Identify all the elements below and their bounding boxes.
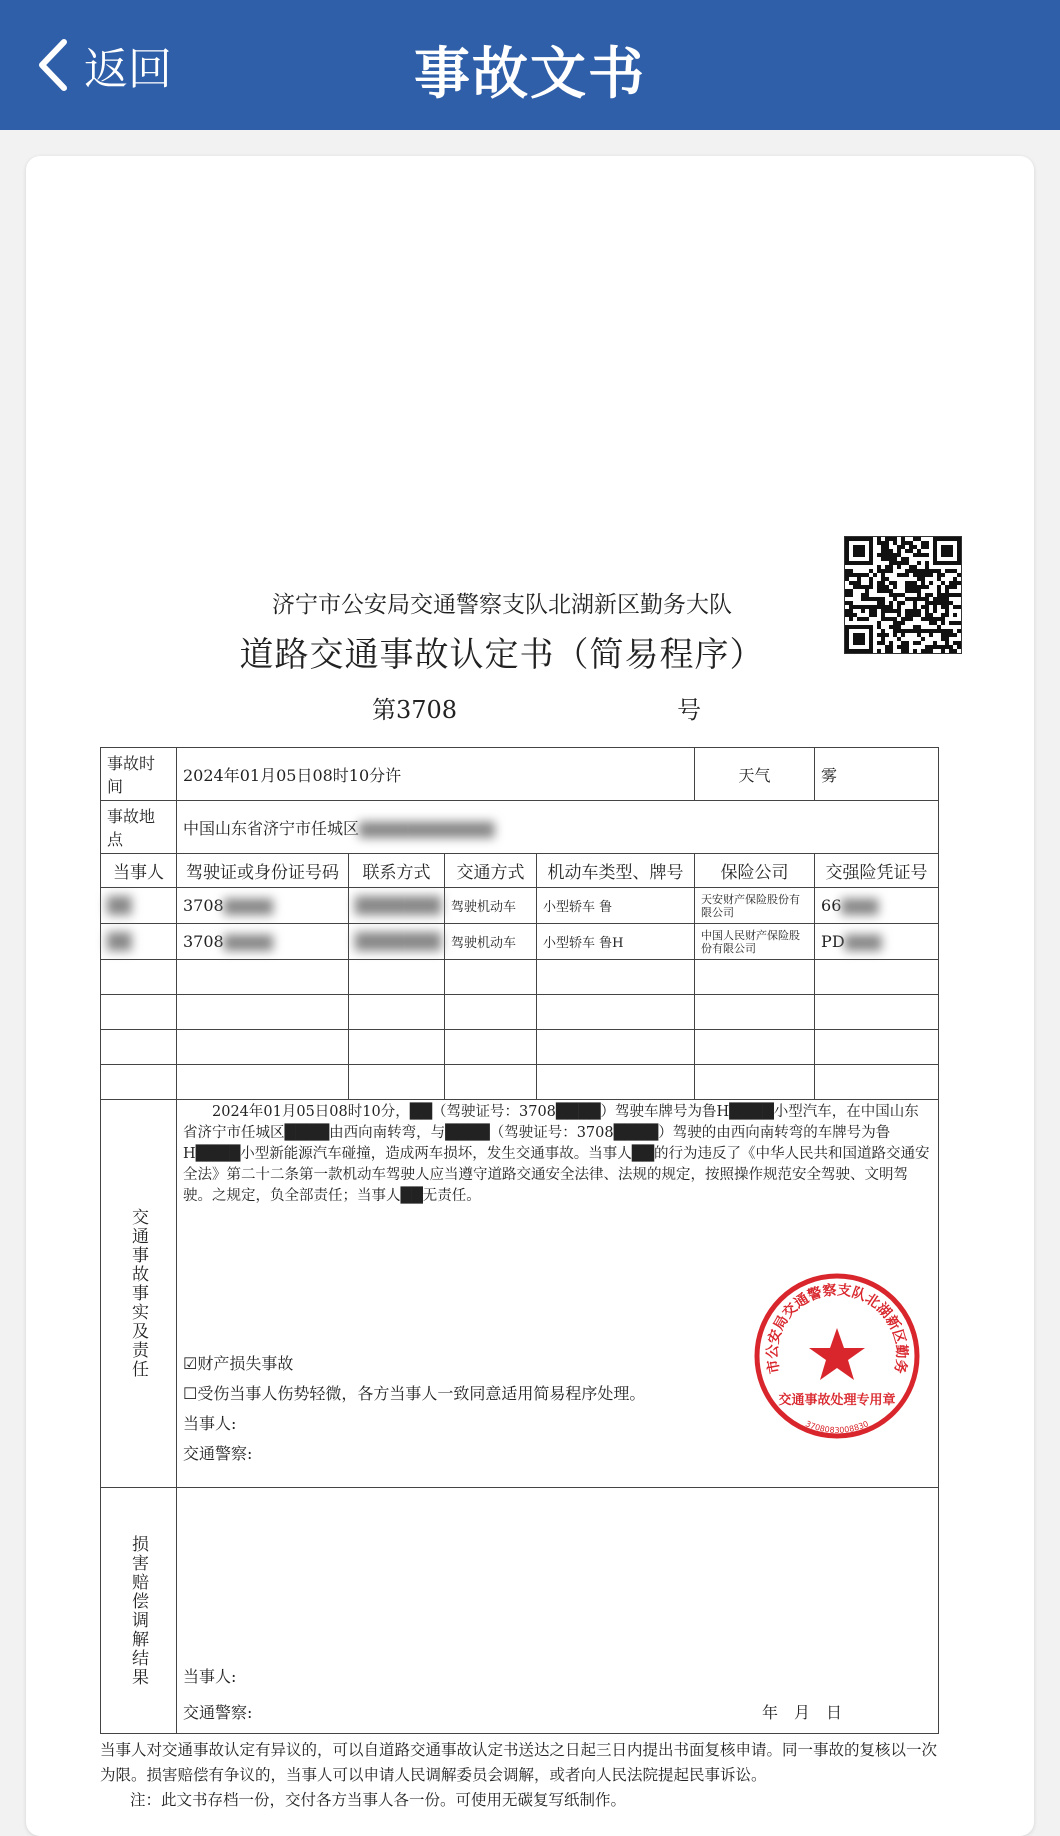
party-id: 3708▇▇▇▇ (177, 888, 349, 924)
location-value: 中国山东省济宁市任城区▇▇▇▇▇▇▇▇▇▇▇ (177, 801, 939, 854)
party-row (101, 924, 939, 960)
comp-party-sign: 当事人: (183, 1667, 237, 1686)
party-vehicle: 小型轿车 鲁 (537, 888, 695, 924)
page-title: 事故文书 (414, 42, 646, 107)
department-name: 济宁市公安局交通警察支队北湖新区勤务大队 (272, 592, 732, 618)
empty-row (101, 995, 939, 1030)
property-loss-checkbox: ☑财产损失事故 (183, 1354, 294, 1373)
accident-table (100, 747, 939, 1734)
footer-objection-text: 当事人对交通事故认定有异议的，可以自道路交通事故认定书送达之日起三日内提出书面复核申请。同一事故的复核以一次为限。损害赔偿有争议的，当事人可以申请人民调解委员会调解，或者向人民法院提起民事诉讼。 (100, 1741, 938, 1784)
empty-row (101, 1030, 939, 1065)
svg-text:交通事故处理专用章: 交通事故处理专用章 (778, 1393, 896, 1408)
party-row (101, 888, 939, 924)
party-phone: ███████ (349, 888, 445, 924)
party-name: ██ (101, 924, 177, 960)
official-seal (751, 1270, 923, 1442)
weather-value: 雾 (815, 748, 939, 801)
col-vehicle: 机动车类型、牌号 (537, 854, 695, 888)
comp-date: 年 月 日 (762, 1703, 843, 1722)
footer-archive-note: 注：此文书存档一份，交付各方当事人各一份。可使用无碳复写纸制作。 (130, 1791, 627, 1809)
col-insurer: 保险公司 (695, 854, 815, 888)
facts-section (177, 1100, 939, 1488)
party-vehicle: 小型轿车 鲁H (537, 924, 695, 960)
empty-row (101, 960, 939, 995)
weather-label: 天气 (695, 748, 815, 801)
col-policy: 交强险凭证号 (815, 854, 939, 888)
party-policy: 66▇▇▇ (815, 888, 939, 924)
footer-notes (100, 1738, 940, 1813)
comp-police-sign: 交通警察: (183, 1703, 253, 1722)
document-title: 道路交通事故认定书（简易程序） (239, 635, 765, 675)
party-phone: ███████ (349, 924, 445, 960)
app-header (0, 0, 1060, 130)
col-phone: 联系方式 (349, 854, 445, 888)
col-mode: 交通方式 (445, 854, 537, 888)
document-number (372, 690, 964, 725)
party-id: 3708▇▇▇▇ (177, 924, 349, 960)
number-suffix: 号 (677, 696, 702, 724)
accident-document (100, 540, 964, 1813)
col-id: 驾驶证或身份证号码 (177, 854, 349, 888)
party-name: ██ (101, 888, 177, 924)
svg-text:3708083008830: 3708083008830 (804, 1419, 870, 1435)
col-party: 当事人 (101, 854, 177, 888)
party-insurer: 天安财产保险股份有限公司 (695, 888, 815, 924)
time-label: 事故时间 (101, 748, 177, 801)
empty-row (101, 1065, 939, 1100)
party-sign-label: 当事人: (183, 1414, 237, 1433)
back-label: 返回 (84, 44, 172, 95)
compensation-label: 损害赔偿调解结果 (101, 1488, 177, 1734)
compensation-section (177, 1488, 939, 1734)
facts-label: 交通事故事实及责任 (101, 1100, 177, 1488)
party-mode: 驾驶机动车 (445, 888, 537, 924)
police-sign-label: 交通警察: (183, 1444, 253, 1463)
party-mode: 驾驶机动车 (445, 924, 537, 960)
qr-code (844, 536, 962, 654)
location-label: 事故地点 (101, 801, 177, 854)
minor-injury-checkbox: ☐受伤当事人伤势轻微，各方当事人一致同意适用简易程序处理。 (183, 1384, 646, 1403)
party-insurer: 中国人民财产保险股份有限公司 (695, 924, 815, 960)
party-policy: PD▇▇▇ (815, 924, 939, 960)
time-value: 2024年01月05日08时10分许 (177, 748, 695, 801)
party-header-row (101, 854, 939, 888)
svg-text:济宁市公安局交通警察支队北湖新区勤务大队: 市公安局交通警察支队北湖新区勤务 (764, 1282, 910, 1375)
number-prefix: 第3708 (372, 696, 458, 724)
facts-text: 2024年01月05日08时10分，██（驾驶证号：3708████）驾驶车牌号为鲁H████小型汽车，在中国山东省济宁市任城区████由西向南转弯，与████（驾驶证号：3708████）驾驶的由西向南转弯的车牌号为鲁H████小型新能源汽车碰撞，造成两车损坏，发生交通事故。当事人██的行为违反了《中华人民共和国道路交通安全法》第二十二条第一款机动车驾驶人应当遵守道路交通安全法律、法规的规定，按照操作规范安全驾驶、文明驾驶。之规定，负全部责任；当事人██无责任。 (183, 1104, 930, 1204)
